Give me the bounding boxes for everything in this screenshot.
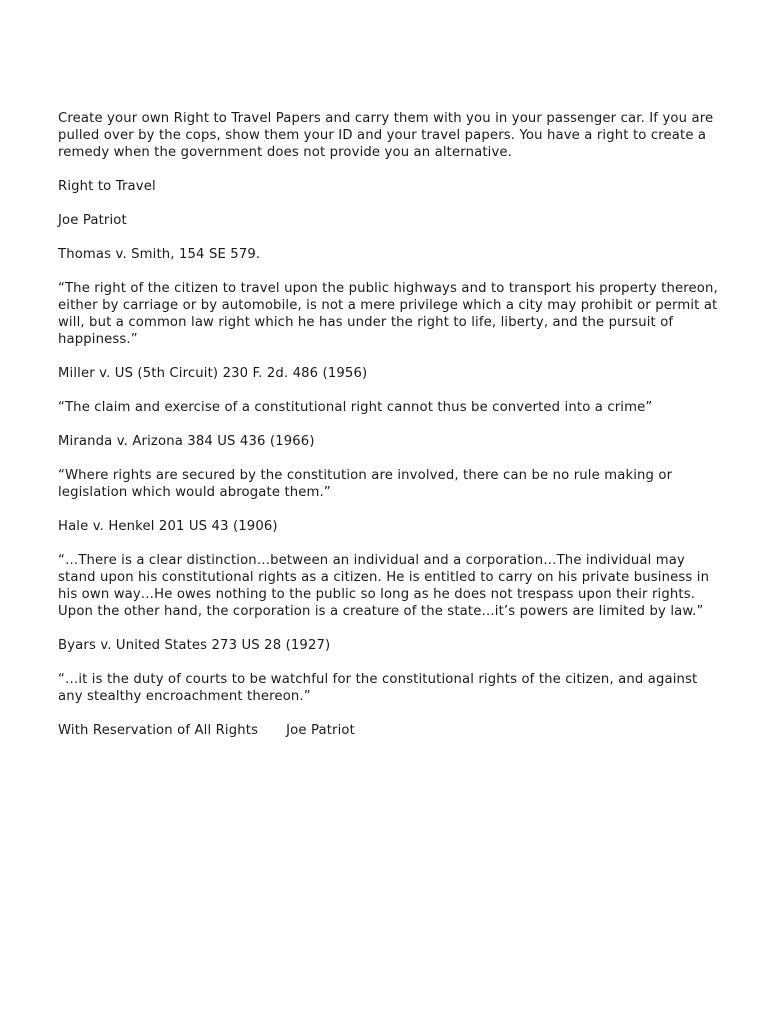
signature-name: Joe Patriot xyxy=(286,723,355,738)
intro-paragraph: Create your own Right to Travel Papers and carry them with you in your passenger car. If you are pulled over by the cops, show them your ID and your travel papers. You have a right to create a remedy when the government does not provide you an alternative. xyxy=(58,111,714,160)
document-body xyxy=(58,110,718,756)
case-quote: “Where rights are secured by the constitution are involved, there can be no rule making or legislation which would abrogate them.” xyxy=(58,468,673,500)
case-citation: Miranda v. Arizona 384 US 436 (1966) xyxy=(58,434,315,449)
closing-text: With Reservation of All Rights xyxy=(58,723,259,738)
case-citation: Hale v. Henkel 201 US 43 (1906) xyxy=(58,519,278,534)
case-citation: Thomas v. Smith, 154 SE 579. xyxy=(58,247,261,262)
author-name: Joe Patriot xyxy=(58,213,127,228)
case-quote: “…There is a clear distinction…between an individual and a corporation…The individual may stand upon his constitutional rights as a citizen. He is entitled to carry on his private business in his own way…He owes nothing to the public so long as he does not trespass upon their rights. Upon the other hand, the corporation is a creature of the state…it’s powers are limited by law.” xyxy=(58,553,710,619)
case-citation: Miller v. US (5th Circuit) 230 F. 2d. 486 (1956) xyxy=(58,366,368,381)
document-heading: Right to Travel xyxy=(58,179,156,194)
case-quote: “The right of the citizen to travel upon the public highways and to transport his property thereon, either by carriage or by automobile, is not a mere privilege which a city may prohibit or permit at will, but a common law right which he has under the right to life, liberty, and the pursuit of happiness.” xyxy=(58,281,718,347)
case-citation: Byars v. United States 273 US 28 (1927) xyxy=(58,638,331,653)
signature-line xyxy=(58,722,718,739)
case-quote: “…it is the duty of courts to be watchful for the constitutional rights of the citizen, and against any stealthy encroachment thereon.” xyxy=(58,672,698,704)
case-quote: “The claim and exercise of a constitutional right cannot thus be converted into a crime” xyxy=(58,400,653,415)
